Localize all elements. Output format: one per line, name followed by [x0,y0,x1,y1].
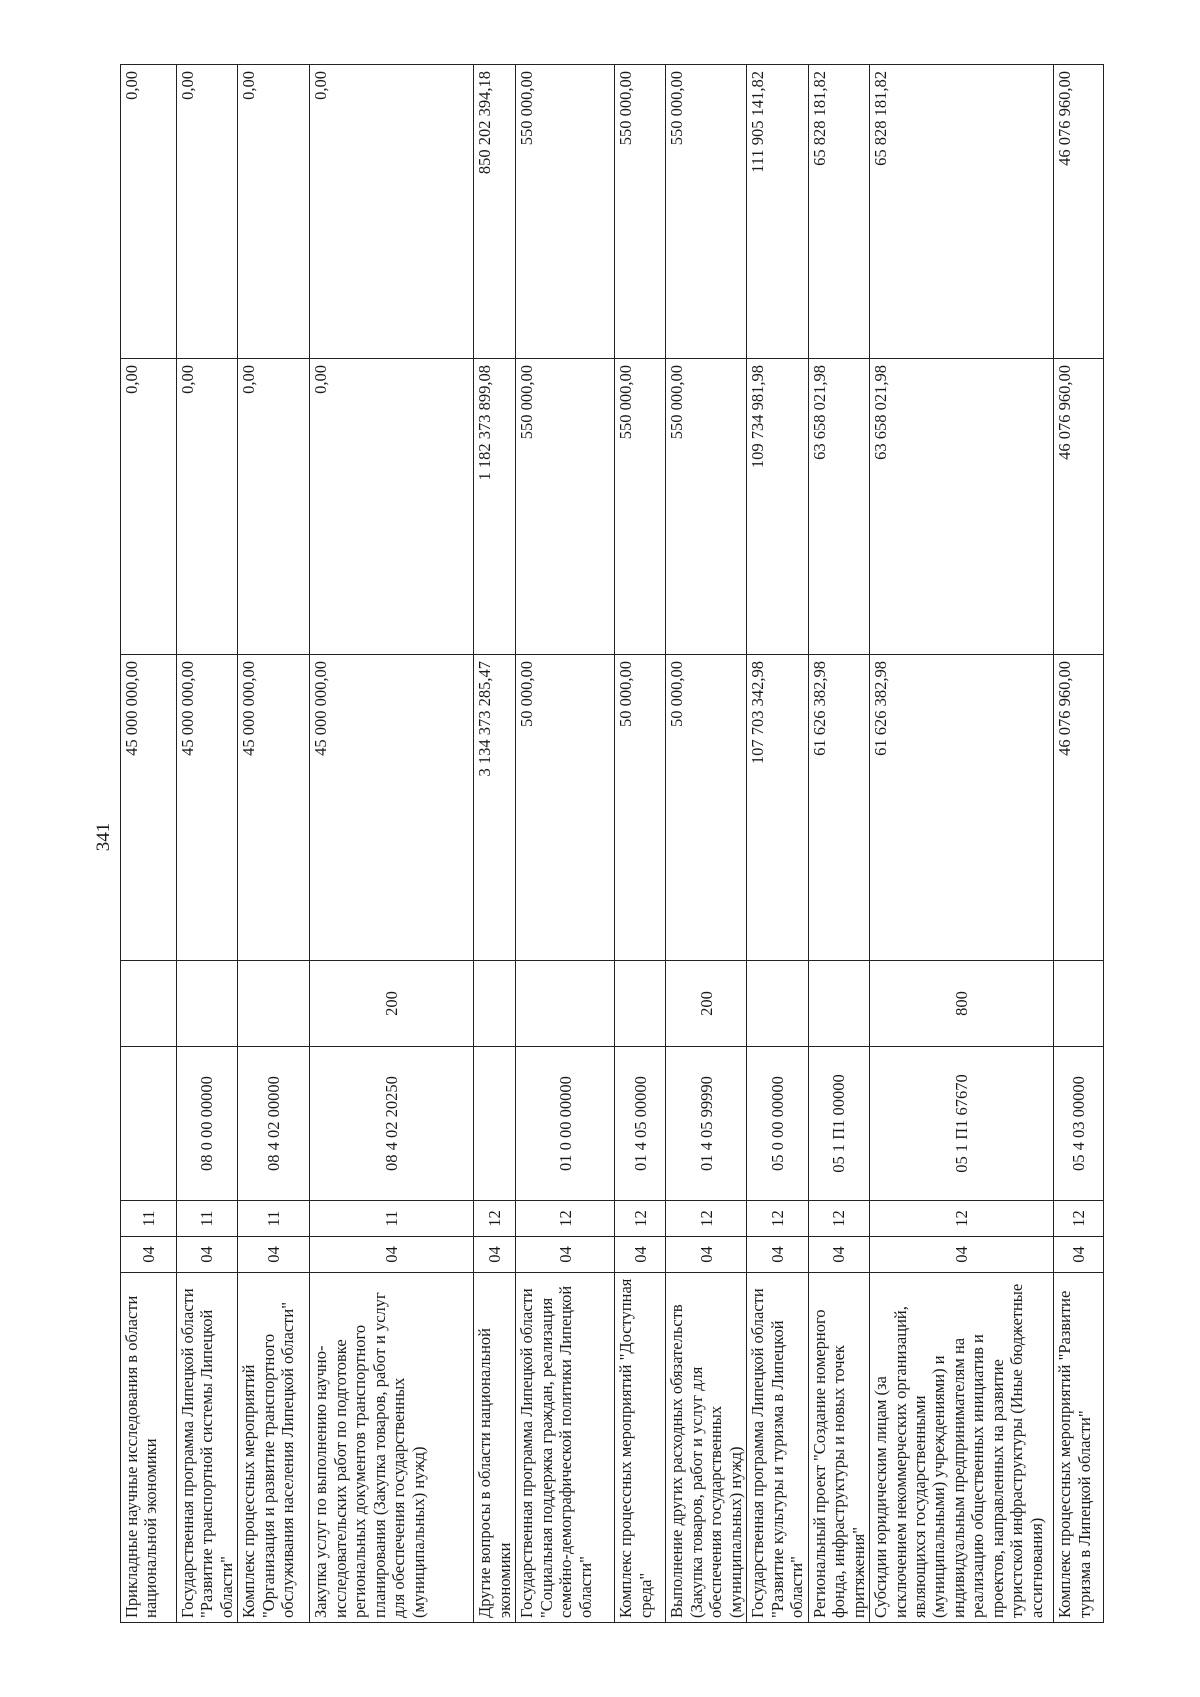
row-section: 04 [474,1237,516,1273]
row-sum-3: 0,00 [238,65,310,359]
table-row [747,65,808,1623]
row-sum-3: 850 202 394,18 [474,65,516,359]
row-sum-2: 46 076 960,00 [1054,359,1104,655]
row-sum-3: 0,00 [177,65,238,359]
row-sum-2: 0,00 [177,359,238,655]
row-target-code: 05 1 П1 67670 [870,1047,1054,1201]
row-sum-2: 0,00 [238,359,310,655]
row-sum-1: 45 000 000,00 [121,655,177,961]
row-sum-1: 61 626 382,98 [808,655,869,961]
row-sum-3: 111 905 141,82 [747,65,808,359]
row-target-code: 01 0 00 00000 [516,1047,615,1201]
row-sum-2: 109 734 981,98 [747,359,808,655]
budget-table-rotated [120,65,1104,1623]
row-target-code: 08 4 02 20250 [310,1047,474,1201]
row-sum-1: 50 000,00 [516,655,615,961]
row-name: Государственная программа Липецкой области "Развитие культуры и туризма в Липецкой области" [747,1273,808,1623]
table-row [474,65,516,1623]
row-section: 04 [666,1237,747,1273]
row-subsection: 11 [121,1201,177,1237]
row-sum-1: 61 626 382,98 [870,655,1054,961]
table-row [121,65,177,1623]
budget-table [120,64,1104,1623]
row-sum-1: 45 000 000,00 [177,655,238,961]
row-expense-type [1054,961,1104,1047]
row-expense-type [177,961,238,1047]
row-sum-1: 50 000,00 [666,655,747,961]
row-subsection: 11 [177,1201,238,1237]
row-sum-2: 1 182 373 899,08 [474,359,516,655]
row-expense-type [516,961,615,1047]
row-subsection: 12 [808,1201,869,1237]
row-sum-3: 0,00 [121,65,177,359]
row-sum-3: 550 000,00 [666,65,747,359]
row-sum-3: 550 000,00 [615,65,666,359]
table-row [870,65,1054,1623]
row-expense-type: 200 [666,961,747,1047]
row-section: 04 [808,1237,869,1273]
row-section: 04 [747,1237,808,1273]
row-subsection: 12 [870,1201,1054,1237]
row-target-code: 01 4 05 00000 [615,1047,666,1201]
row-section: 04 [1054,1237,1104,1273]
row-sum-2: 550 000,00 [666,359,747,655]
row-sum-3: 46 076 960,00 [1054,65,1104,359]
row-name: Другие вопросы в области национальной экономики [474,1273,516,1623]
row-section: 04 [238,1237,310,1273]
row-name: Государственная программа Липецкой области "Развитие транспортной системы Липецкой области" [177,1273,238,1623]
row-name: Комплекс процессных мероприятий "Развитие туризма в Липецкой области" [1054,1273,1104,1623]
page-number: 341 [93,822,114,852]
row-target-code: 08 0 00 00000 [177,1047,238,1201]
row-expense-type [238,961,310,1047]
row-target-code: 01 4 05 99990 [666,1047,747,1201]
row-expense-type: 800 [870,961,1054,1047]
row-target-code [474,1047,516,1201]
row-sum-2: 63 658 021,98 [870,359,1054,655]
row-subsection: 12 [615,1201,666,1237]
row-subsection: 11 [238,1201,310,1237]
row-subsection: 12 [1054,1201,1104,1237]
row-subsection: 12 [747,1201,808,1237]
row-subsection: 12 [474,1201,516,1237]
row-sum-3: 65 828 181,82 [808,65,869,359]
row-sum-1: 45 000 000,00 [310,655,474,961]
table-row [808,65,869,1623]
table-row [516,65,615,1623]
row-section: 04 [615,1237,666,1273]
row-subsection: 12 [516,1201,615,1237]
row-expense-type: 200 [310,961,474,1047]
table-row [1054,65,1104,1623]
row-section: 04 [177,1237,238,1273]
table-row [177,65,238,1623]
row-sum-1: 50 000,00 [615,655,666,961]
row-target-code: 05 1 П1 00000 [808,1047,869,1201]
row-subsection: 11 [310,1201,474,1237]
row-name: Региональный проект "Создание номерного фонда, инфраструктуры и новых точек притяжения" [808,1273,869,1623]
row-target-code: 05 4 03 00000 [1054,1047,1104,1201]
row-sum-3: 550 000,00 [516,65,615,359]
row-target-code [121,1047,177,1201]
row-section: 04 [121,1237,177,1273]
row-expense-type [747,961,808,1047]
row-name: Выполнение других расходных обязательств (Закупка товаров, работ и услуг для обеспечения государственных (муниципальных) нужд) [666,1273,747,1623]
row-subsection: 12 [666,1201,747,1237]
row-name: Субсидии юридическим лицам (за исключением некоммерческих организаций, являющихся государственными (муниципальными) учреждениями) и индивидуальным предпринимателям на реализацию общественных инициатив и проектов, направленных на развитие туристской инфраструктуры (Иные бюджетные ассигнования) [870,1273,1054,1623]
row-name: Прикладные научные исследования в области национальной экономики [121,1273,177,1623]
row-expense-type [121,961,177,1047]
row-sum-1: 45 000 000,00 [238,655,310,961]
row-sum-1: 46 076 960,00 [1054,655,1104,961]
row-expense-type [474,961,516,1047]
row-name: Государственная программа Липецкой области "Социальная поддержка граждан, реализация семейно-демографической политики Липецкой области" [516,1273,615,1623]
row-sum-1: 3 134 373 285,47 [474,655,516,961]
table-row [615,65,666,1623]
table-row [238,65,310,1623]
row-expense-type [808,961,869,1047]
row-sum-2: 550 000,00 [516,359,615,655]
row-target-code: 05 0 00 00000 [747,1047,808,1201]
row-name: Комплекс процессных мероприятий "Организация и развитие транспортного обслуживания населения Липецкой области" [238,1273,310,1623]
table-row [666,65,747,1623]
row-section: 04 [516,1237,615,1273]
row-target-code: 08 4 02 00000 [238,1047,310,1201]
row-sum-2: 550 000,00 [615,359,666,655]
row-sum-3: 65 828 181,82 [870,65,1054,359]
table-row [310,65,474,1623]
row-sum-2: 0,00 [310,359,474,655]
row-name: Комплекс процессных мероприятий "Доступная среда" [615,1273,666,1623]
row-sum-1: 107 703 342,98 [747,655,808,961]
row-section: 04 [870,1237,1054,1273]
row-name: Закупка услуг по выполнению научно-исследовательских работ по подготовке региональных документов транспортного планирования (Закупка товаров, работ и услуг для обеспечения государственных (муниципальных) нужд) [310,1273,474,1623]
row-expense-type [615,961,666,1047]
row-section: 04 [310,1237,474,1273]
row-sum-3: 0,00 [310,65,474,359]
row-sum-2: 0,00 [121,359,177,655]
row-sum-2: 63 658 021,98 [808,359,869,655]
